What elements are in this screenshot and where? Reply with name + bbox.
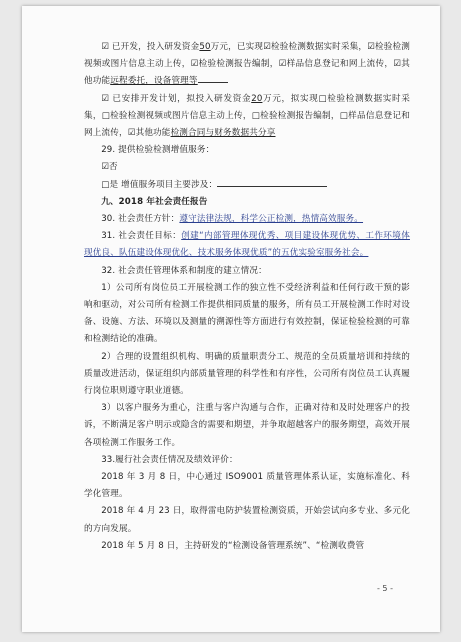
dev-text: ☑ 已开发，投入研发资金 [101, 42, 200, 52]
q29-yes-option [84, 177, 410, 194]
plan-status-paragraph [84, 91, 410, 143]
q30-label: 30. 社会责任方针： [101, 214, 180, 225]
q33-item-2: 2018 年 4 月 23 日，取得雷电防护装置检测资质，开始尝试向多专业、多元化的方向发展。 [84, 506, 410, 534]
plan-features: 万元，拟实现□检验检测数据实时采集，□检验检测视频或图片信息主动上传，□检验检测报告编制，□样品信息登记和网上流传，☑其他功能 [84, 93, 410, 139]
blank-line [217, 186, 327, 187]
q33-heading: 33.履行社会责任情况及绩效评价： [101, 454, 238, 465]
q33-item-3: 2018 年 5 月 8 日，主持研发的“检测设备管理系统”、“检测收费管 [101, 540, 365, 551]
q31-label: 31. 社会责任目标： [101, 231, 182, 242]
section-9-title: 九、2018 年社会责任报告 [101, 196, 208, 207]
q31-value: 创建“内部管理体现优秀、项目建设体现优势、工作环境体现优良、队伍建设体现优化、技术服务体现优质”的五优实验室服务社会。 [84, 231, 410, 259]
document-page [22, 6, 440, 632]
dev-status-paragraph [84, 39, 410, 91]
q29-heading: 29. 提供检验检测增值服务： [101, 145, 215, 156]
dev-other-functions: 远程委托，设备管理等 [110, 76, 198, 87]
page-number: - 5 - [377, 584, 393, 593]
plan-text: ☑ 已安排开发计划，拟投入研发资金 [101, 93, 252, 104]
q32-item-1: 1）公司所有岗位员工开展检测工作的独立性不受经济利益和任何行政干预的影响和驱动，对公司所有检测工作提供相同质量的服务，所有员工开展检测工作时对设备、设施、方法、环境以及测量的溯源性等方面进行有效控制，保证检验检测的可靠和检测结论的准确。 [84, 282, 410, 345]
plan-other-functions: 检测合同与财务数据共分享 [170, 128, 276, 139]
q30-policy [84, 211, 410, 228]
q31-goal [84, 228, 410, 262]
dev-features: 万元，已实现☑检验检测数据实时采集，☑检验检测视频或图片信息主动上传，☑检验检测报告编制，☑样品信息登记和网上流传，☑其他功能 [84, 42, 411, 87]
q30-value: 遵守法律法规，科学公正检测，热情高效服务。 [179, 214, 364, 225]
q29-yes-text: □是 增值服务项目主要涉及： [101, 179, 218, 190]
q29-no-option: ☑否 [101, 162, 118, 173]
q33-item-1: 2018 年 3 月 8 日，中心通过 ISO9001 质量管理体系认证，实施标准化、科学化管理。 [84, 472, 410, 500]
q32-heading: 32. 社会责任管理体系和制度的建立情况： [101, 265, 267, 276]
dev-amount: 50 [199, 42, 211, 52]
page-content [84, 39, 410, 555]
plan-amount: 20 [251, 93, 263, 104]
q32-item-2: 2）合理的设置组织机构、明确的质量职责分工、规范的全员质量培训和持续的质量改进活动，保证组织内部质量管理的科学性和有序性，公司所有岗位员工认真履行岗位职则遵守职业道德。 [84, 351, 410, 397]
blank-line [198, 82, 228, 83]
q32-item-3: 3）以客户服务为重心，注重与客户沟通与合作，正确对待和及时处理客户的投诉，不断满足客户明示或隐含的需要和期望，并争取超越客户的服务期望，高效开展各项检测工作服务工作。 [84, 403, 410, 448]
